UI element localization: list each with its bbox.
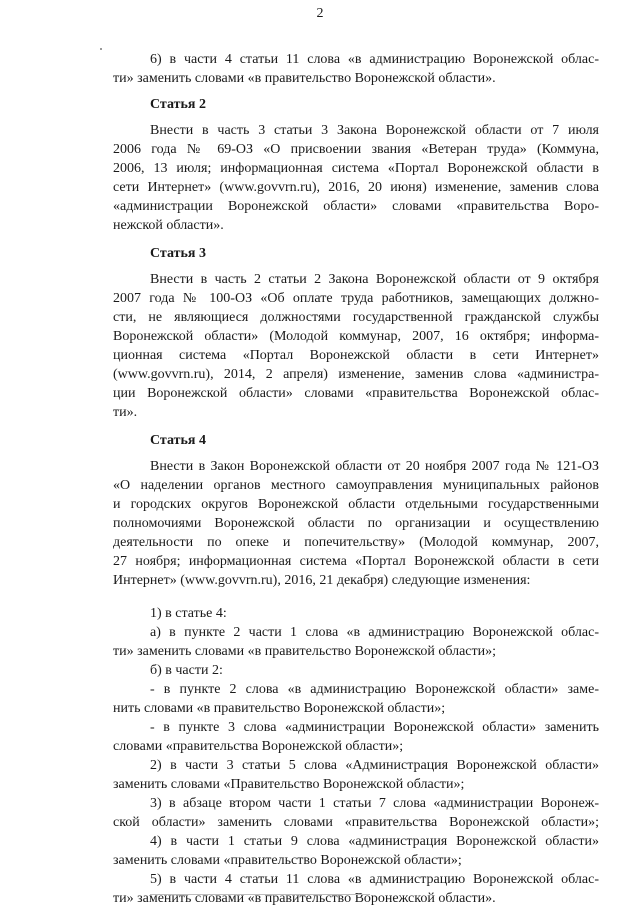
- text-line: нить словами «в правительство Воронежской области»;: [113, 701, 446, 716]
- text-line: 1) в статье 4:: [150, 606, 227, 621]
- text-line: ти».: [113, 405, 138, 420]
- text-line: ти» заменить словами «в правительство Воронежской области»;: [113, 644, 497, 659]
- paragraph-spacer: [113, 114, 599, 121]
- text-line: сти, не являющиеся должностями государственной гражданской службы: [113, 310, 599, 325]
- article-heading: Статья 2: [150, 97, 206, 112]
- text-line: 2) в части 3 статьи 5 слова «Администрация Воронежской области»: [150, 758, 599, 773]
- text-line: ти» заменить словами «в правительство Воронежской области».: [113, 71, 496, 86]
- text-line: 2007 года № 100-ОЗ «Об оплате труда работников, замещающих должно-: [113, 291, 599, 306]
- text-line: полномочиями Воронежской области по организации и осуществлению: [113, 516, 599, 531]
- text-line: «администрации Воронежской области» словами «правительства Воро-: [113, 199, 599, 214]
- text-line: Воронежской области» (Молодой коммунар, 2007, 16 октября; информа-: [113, 329, 599, 344]
- text-line: 27 ноября; информационная система «Портал Воронежской области в сети: [113, 554, 599, 569]
- text-line: нежской области».: [113, 218, 224, 233]
- text-line: «О наделении органов местного самоуправления муниципальных районов: [113, 478, 599, 493]
- text-line: 6) в части 4 статьи 11 слова «в администрацию Воронежской облас-: [150, 52, 599, 67]
- text-line: 3) в абзаце втором части 1 статьи 7 слова «администрации Воронеж-: [150, 796, 599, 811]
- text-line: 2006 года № 69-ОЗ «О присвоении звания «Ветеран труда» (Коммуна,: [113, 142, 599, 157]
- text-line: сети Интернет» (www.govvrn.ru), 2016, 20 июня) изменение, заменив слова: [113, 180, 599, 195]
- text-line: Внести в часть 2 статьи 2 Закона Воронежской области от 9 октября: [150, 272, 599, 287]
- text-line: 2006, 13 июля; информационная система «Портал Воронежской области в: [113, 161, 599, 176]
- text-line: - в пункте 3 слова «администрации Воронежской области» заменить: [150, 720, 599, 735]
- paragraph-spacer: [113, 422, 599, 431]
- text-line: ции Воронежской области» словами «правительства Воронежской облас-: [113, 386, 599, 401]
- text-line: Внести в часть 3 статьи 3 Закона Воронежской области от 7 июля: [150, 123, 599, 138]
- paragraph-spacer: [113, 450, 599, 457]
- scan-speck: [100, 48, 102, 50]
- document-body: [113, 50, 599, 908]
- article-heading: Статья 3: [150, 246, 206, 261]
- text-line: Интернет» (www.govvrn.ru), 2016, 21 декабря) следующие изменения:: [113, 573, 531, 588]
- text-line: Внести в Закон Воронежской области от 20 ноября 2007 года № 121-ОЗ: [150, 459, 599, 474]
- text-line: ционная система «Портал Воронежской области в сети Интернет»: [113, 348, 599, 363]
- article-heading: Статья 4: [150, 433, 206, 448]
- text-line: а) в пункте 2 части 1 слова «в администрацию Воронежской облас-: [150, 625, 599, 640]
- text-line: заменить словами «правительство Воронежской области»;: [113, 853, 462, 868]
- text-line: ти» заменить словами «в правительство Воронежской области».: [113, 891, 496, 906]
- page-number: 2: [316, 6, 324, 21]
- paragraph-spacer: [113, 263, 599, 270]
- paragraph-spacer: [113, 88, 599, 95]
- text-line: 5) в части 4 статьи 11 слова «в администрацию Воронежской облас-: [150, 872, 599, 887]
- text-line: заменить словами «Правительство Воронежской области»;: [113, 777, 465, 792]
- text-line: и городских округов Воронежской области отдельными государственными: [113, 497, 599, 512]
- text-line: словами «правительства Воронежской области»;: [113, 739, 404, 754]
- paragraph-spacer: [113, 590, 599, 604]
- text-line: деятельности по опеке и попечительству» (Молодой коммунар, 2007,: [113, 535, 599, 550]
- scan-artifact-line: [150, 894, 370, 895]
- text-line: 4) в части 1 статьи 9 слова «администрация Воронежской области»: [150, 834, 599, 849]
- text-line: - в пункте 2 слова «в администрацию Воронежской области» заме-: [150, 682, 599, 697]
- text-line: (www.govvrn.ru), 2014, 2 апреля) изменение, заменив слова «администра-: [113, 367, 599, 382]
- text-line: ской области» заменить словами «правительства Воронежской области»;: [113, 815, 599, 830]
- text-line: б) в части 2:: [150, 663, 223, 678]
- paragraph-spacer: [113, 235, 599, 244]
